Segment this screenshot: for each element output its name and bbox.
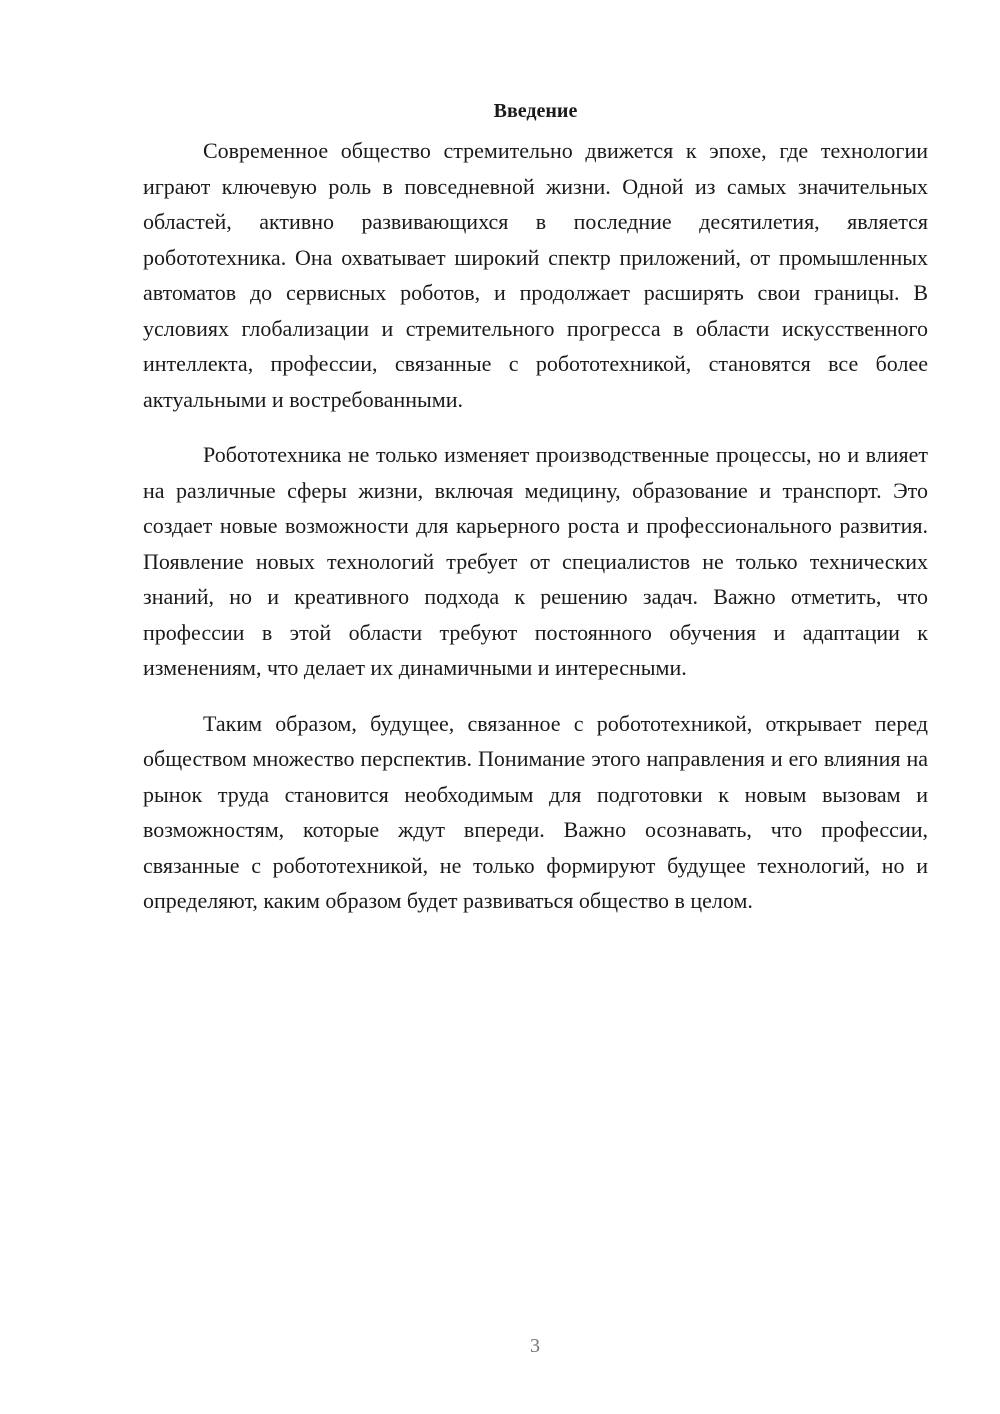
- section-title: Введение: [493, 100, 578, 122]
- paragraph-1: Современное общество стремительно движется к эпохе, где технологии играют ключевую роль в повседневной жизни. Одной из самых значительных областей, активно развивающихся в последние десятилетия, является робототехника. Она охватывает широкий спектр приложений, от промышленных автоматов до сервисных роботов, и продолжает расширять свои границы. В условиях глобализации и стремительного прогресса в области искусственного интеллекта, профессии, связанные с робототехникой, становятся все более актуальными и востребованными.: [143, 138, 928, 412]
- paragraph-2: Робототехника не только изменяет производственные процессы, но и влияет на различные сферы жизни, включая медицину, образование и транспорт. Это создает новые возможности для карьерного роста и профессионального развития. Появление новых технологий требует от специалистов не только технических знаний, но и креативного подхода к решению задач. Важно отметить, что профессии в этой области требуют постоянного обучения и адаптации к изменениям, что делает их динамичными и интересными.: [143, 442, 928, 680]
- document-body: [143, 96, 928, 939]
- page-number: 3: [530, 1335, 540, 1357]
- paragraph-3: Таким образом, будущее, связанное с робототехникой, открывает перед обществом множество перспектив. Понимание этого направления и его влияния на рынок труда становится необходимым для подготовки к новым вызовам и возможностям, которые ждут впереди. Важно осознавать, что профессии, связанные с робототехникой, не только формируют будущее технологий, но и определяют, каким образом будет развиваться общество в целом.: [143, 710, 928, 913]
